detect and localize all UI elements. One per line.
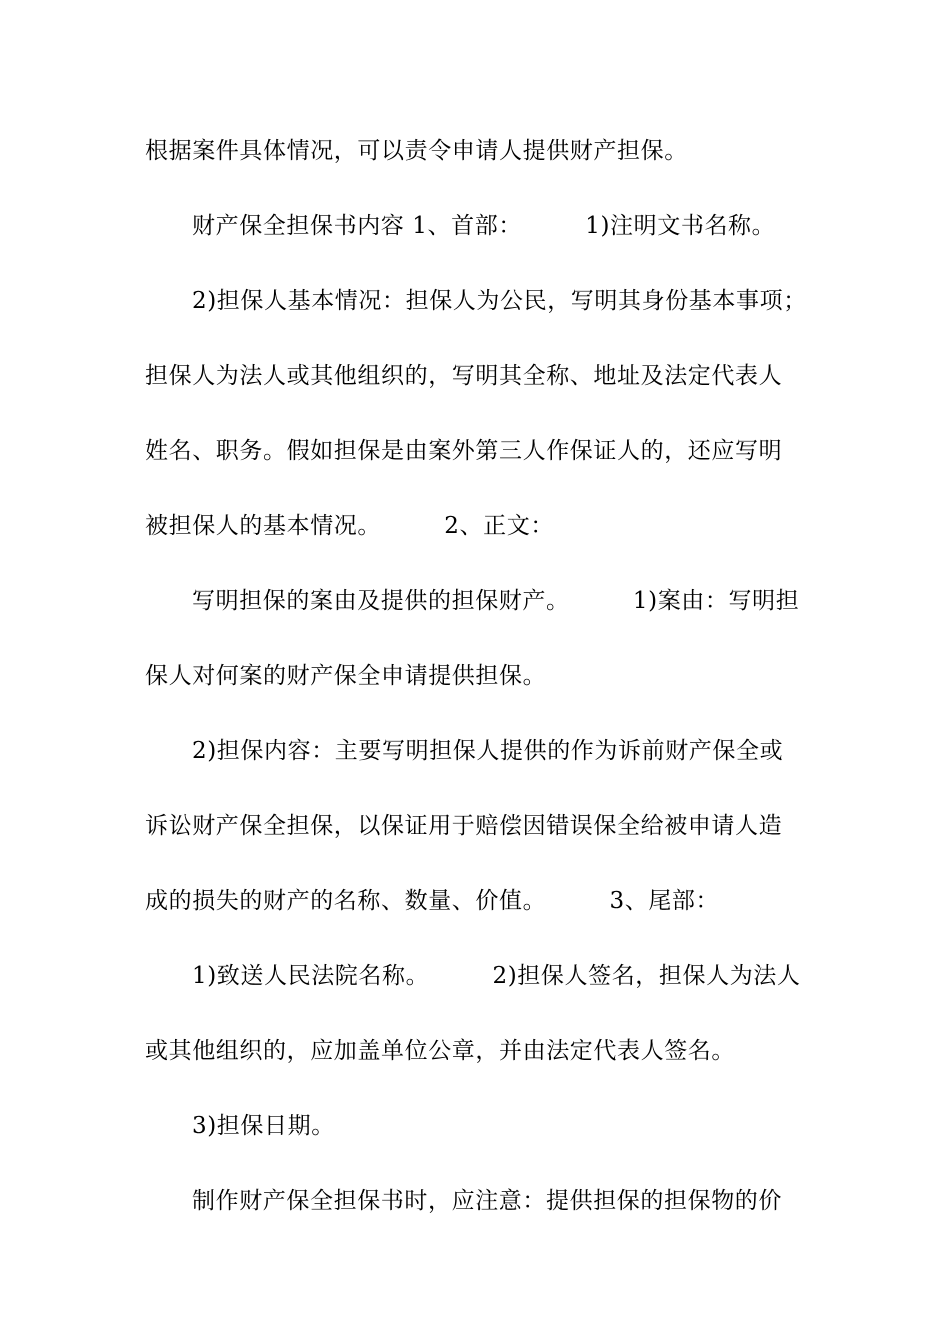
text-line: 保人对何案的财产保全申请提供担保。 — [145, 663, 547, 689]
text-line: 2)担保内容：主要写明担保人提供的作为诉前财产保全或 — [192, 738, 784, 764]
text-line: 被担保人的基本情况。 2、正文： — [145, 513, 554, 539]
text-line: 2)担保人基本情况：担保人为公民，写明其身份基本事项； — [192, 288, 807, 314]
text-line: 制作财产保全担保书时，应注意：提供担保的担保物的价 — [192, 1188, 782, 1214]
text-line: 3)担保日期。 — [192, 1113, 335, 1139]
text-line: 成的损失的财产的名称、数量、价值。 3、尾部： — [145, 888, 720, 914]
text-line: 写明担保的案由及提供的担保财产。 1)案由：写明担 — [192, 588, 800, 614]
text-line: 根据案件具体情况，可以责令申请人提供财产担保。 — [145, 138, 688, 164]
text-line: 或其他组织的，应加盖单位公章，并由法定代表人签名。 — [145, 1038, 735, 1064]
text-line: 财产保全担保书内容 1、首部： 1)注明文书名称。 — [192, 213, 776, 239]
text-line: 姓名、职务。假如担保是由案外第三人作保证人的，还应写明 — [145, 438, 783, 464]
text-line: 诉讼财产保全担保，以保证用于赔偿因错误保全给被申请人造 — [145, 813, 783, 839]
text-line: 担保人为法人或其他组织的，写明其全称、地址及法定代表人 — [145, 363, 783, 389]
text-line: 1)致送人民法院名称。 2)担保人签名，担保人为法人 — [192, 963, 801, 989]
